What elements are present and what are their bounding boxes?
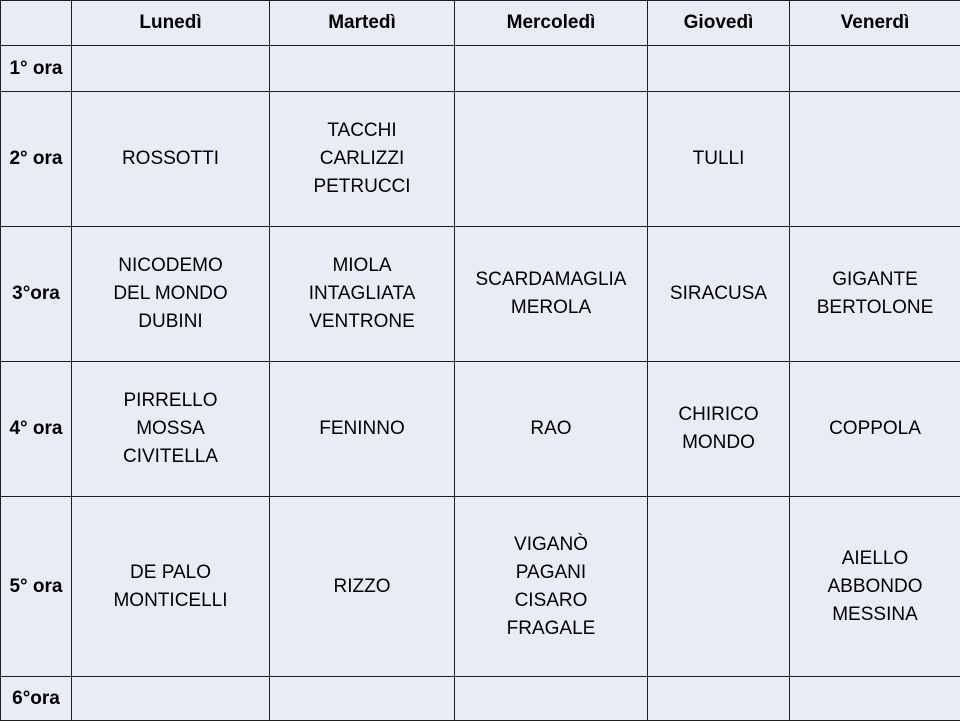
day-header: Lunedì [72,1,270,46]
schedule-cell: RIZZO [270,497,455,677]
hour-label: 2° ora [1,92,72,227]
header-row [1,1,960,46]
schedule-cell [72,46,270,92]
schedule-cell: NICODEMO DEL MONDO DUBINI [72,227,270,362]
day-header: Martedì [270,1,455,46]
schedule-cell: SIRACUSA [648,227,790,362]
schedule-cell [72,677,270,721]
day-header: Venerdì [790,1,960,46]
schedule-cell: MIOLA INTAGLIATA VENTRONE [270,227,455,362]
table-row [1,46,960,92]
schedule-cell: COPPOLA [790,362,960,497]
day-header: Giovedì [648,1,790,46]
table-row [1,362,960,497]
table-row [1,497,960,677]
hour-label: 5° ora [1,497,72,677]
schedule-cell: SCARDAMAGLIA MEROLA [455,227,648,362]
day-header: Mercoledì [455,1,648,46]
schedule-cell: TULLI [648,92,790,227]
schedule-cell: GIGANTE BERTOLONE [790,227,960,362]
schedule-cell [790,46,960,92]
schedule-cell [455,92,648,227]
schedule-cell [455,46,648,92]
schedule-cell: TACCHI CARLIZZI PETRUCCI [270,92,455,227]
schedule-cell: RAO [455,362,648,497]
corner-cell [1,1,72,46]
schedule-cell: FENINNO [270,362,455,497]
table-row [1,92,960,227]
schedule-cell [455,677,648,721]
schedule-cell [790,92,960,227]
schedule-cell [648,497,790,677]
schedule-cell: ROSSOTTI [72,92,270,227]
schedule-cell: CHIRICO MONDO [648,362,790,497]
schedule-cell [270,677,455,721]
schedule-cell [270,46,455,92]
hour-label: 4° ora [1,362,72,497]
schedule-cell: DE PALO MONTICELLI [72,497,270,677]
schedule-cell [790,677,960,721]
hour-label: 1° ora [1,46,72,92]
schedule-cell: AIELLO ABBONDO MESSINA [790,497,960,677]
table-row [1,227,960,362]
schedule-cell: VIGANÒ PAGANI CISARO FRAGALE [455,497,648,677]
hour-label: 6°ora [1,677,72,721]
schedule-cell [648,677,790,721]
hour-label: 3°ora [1,227,72,362]
schedule-cell [648,46,790,92]
schedule-cell: PIRRELLO MOSSA CIVITELLA [72,362,270,497]
table-row [1,677,960,721]
